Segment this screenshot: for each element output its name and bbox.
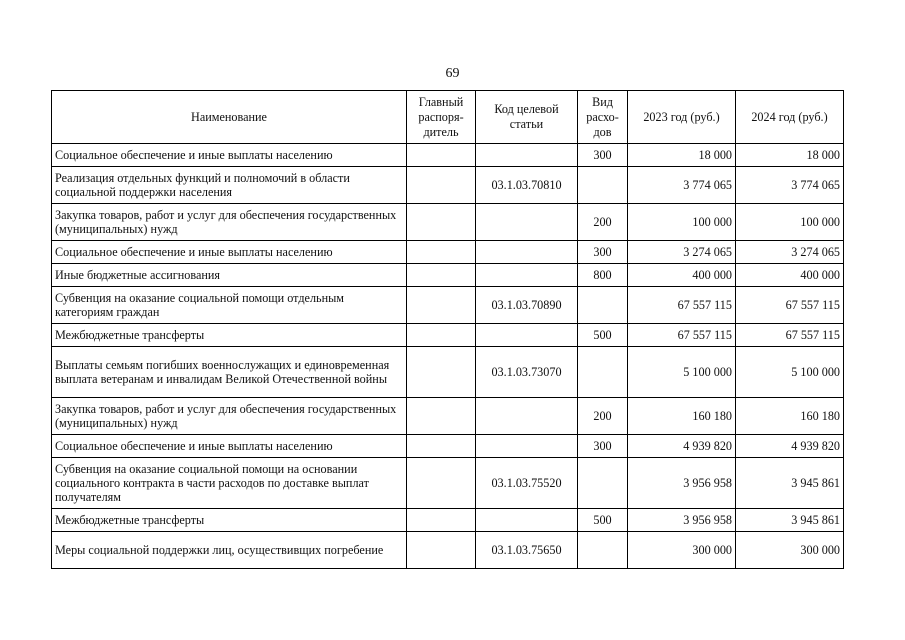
row-expense-type: 300 bbox=[578, 241, 628, 264]
row-name: Иные бюджетные ассигнования bbox=[52, 264, 407, 287]
row-amount-2023: 3 274 065 bbox=[628, 241, 736, 264]
table-row bbox=[52, 287, 844, 324]
row-amount-2023: 5 100 000 bbox=[628, 347, 736, 398]
table-row bbox=[52, 324, 844, 347]
table-row bbox=[52, 167, 844, 204]
row-name: Межбюджетные трансферты bbox=[52, 509, 407, 532]
row-amount-2023: 3 774 065 bbox=[628, 167, 736, 204]
header-2024: 2024 год (руб.) bbox=[736, 91, 844, 144]
table-row bbox=[52, 241, 844, 264]
row-amount-2024: 4 939 820 bbox=[736, 435, 844, 458]
table-row bbox=[52, 435, 844, 458]
row-target-code bbox=[476, 264, 578, 287]
row-amount-2023: 67 557 115 bbox=[628, 324, 736, 347]
row-expense-type bbox=[578, 287, 628, 324]
row-amount-2024: 5 100 000 bbox=[736, 347, 844, 398]
header-admin: Главный распоря-дитель bbox=[407, 91, 476, 144]
row-amount-2024: 160 180 bbox=[736, 398, 844, 435]
row-amount-2024: 3 945 861 bbox=[736, 509, 844, 532]
row-target-code: 03.1.03.75520 bbox=[476, 458, 578, 509]
row-admin bbox=[407, 347, 476, 398]
row-amount-2024: 67 557 115 bbox=[736, 324, 844, 347]
row-amount-2023: 18 000 bbox=[628, 144, 736, 167]
row-expense-type bbox=[578, 347, 628, 398]
row-name: Субвенция на оказание социальной помощи отдельным категориям граждан bbox=[52, 287, 407, 324]
row-name: Социальное обеспечение и иные выплаты населению bbox=[52, 241, 407, 264]
row-amount-2023: 3 956 958 bbox=[628, 509, 736, 532]
header-2023: 2023 год (руб.) bbox=[628, 91, 736, 144]
row-name: Социальное обеспечение и иные выплаты населению bbox=[52, 435, 407, 458]
row-expense-type: 200 bbox=[578, 398, 628, 435]
row-expense-type: 500 bbox=[578, 324, 628, 347]
table-row bbox=[52, 532, 844, 569]
row-expense-type: 800 bbox=[578, 264, 628, 287]
table-row bbox=[52, 204, 844, 241]
row-target-code bbox=[476, 398, 578, 435]
row-target-code bbox=[476, 204, 578, 241]
row-name: Меры социальной поддержки лиц, осуществивщих погребение bbox=[52, 532, 407, 569]
row-expense-type bbox=[578, 532, 628, 569]
row-name: Реализация отдельных функций и полномочий в области социальной поддержки населения bbox=[52, 167, 407, 204]
row-admin bbox=[407, 324, 476, 347]
row-amount-2024: 100 000 bbox=[736, 204, 844, 241]
row-admin bbox=[407, 287, 476, 324]
row-expense-type: 300 bbox=[578, 144, 628, 167]
row-admin bbox=[407, 532, 476, 569]
row-name: Закупка товаров, работ и услуг для обеспечения государственных (муниципальных) нужд bbox=[52, 398, 407, 435]
table-row bbox=[52, 144, 844, 167]
row-expense-type: 300 bbox=[578, 435, 628, 458]
row-target-code bbox=[476, 324, 578, 347]
row-admin bbox=[407, 509, 476, 532]
row-amount-2024: 67 557 115 bbox=[736, 287, 844, 324]
row-admin bbox=[407, 204, 476, 241]
row-amount-2024: 3 774 065 bbox=[736, 167, 844, 204]
row-target-code bbox=[476, 241, 578, 264]
row-expense-type: 500 bbox=[578, 509, 628, 532]
page-number: 69 bbox=[445, 66, 460, 81]
budget-table bbox=[51, 90, 844, 569]
table-body bbox=[52, 144, 844, 569]
row-admin bbox=[407, 144, 476, 167]
table-row bbox=[52, 347, 844, 398]
table-row bbox=[52, 398, 844, 435]
header-expense-type: Вид расхо-дов bbox=[578, 91, 628, 144]
row-amount-2023: 3 956 958 bbox=[628, 458, 736, 509]
row-admin bbox=[407, 264, 476, 287]
row-name: Межбюджетные трансферты bbox=[52, 324, 407, 347]
row-name: Закупка товаров, работ и услуг для обеспечения государственных (муниципальных) нужд bbox=[52, 204, 407, 241]
row-amount-2023: 160 180 bbox=[628, 398, 736, 435]
table-row bbox=[52, 264, 844, 287]
row-name: Выплаты семьям погибших военнослужащих и единовременная выплата ветеранам и инвалидам Великой Отечественной войны bbox=[52, 347, 407, 398]
row-expense-type bbox=[578, 167, 628, 204]
table-header-row bbox=[52, 91, 844, 144]
table-row bbox=[52, 509, 844, 532]
row-amount-2024: 3 274 065 bbox=[736, 241, 844, 264]
row-admin bbox=[407, 167, 476, 204]
row-expense-type: 200 bbox=[578, 204, 628, 241]
row-amount-2023: 400 000 bbox=[628, 264, 736, 287]
row-amount-2024: 18 000 bbox=[736, 144, 844, 167]
row-admin bbox=[407, 435, 476, 458]
row-name: Субвенция на оказание социальной помощи на основании социального контракта в части расходов по доставке выплат получателям bbox=[52, 458, 407, 509]
row-target-code bbox=[476, 509, 578, 532]
row-target-code: 03.1.03.75650 bbox=[476, 532, 578, 569]
row-amount-2023: 300 000 bbox=[628, 532, 736, 569]
row-amount-2024: 300 000 bbox=[736, 532, 844, 569]
row-target-code: 03.1.03.70890 bbox=[476, 287, 578, 324]
header-name: Наименование bbox=[52, 91, 407, 144]
row-admin bbox=[407, 241, 476, 264]
row-expense-type bbox=[578, 458, 628, 509]
row-target-code bbox=[476, 144, 578, 167]
row-admin bbox=[407, 458, 476, 509]
row-name: Социальное обеспечение и иные выплаты населению bbox=[52, 144, 407, 167]
row-target-code: 03.1.03.70810 bbox=[476, 167, 578, 204]
row-amount-2024: 400 000 bbox=[736, 264, 844, 287]
row-amount-2023: 67 557 115 bbox=[628, 287, 736, 324]
row-target-code bbox=[476, 435, 578, 458]
row-amount-2024: 3 945 861 bbox=[736, 458, 844, 509]
row-amount-2023: 4 939 820 bbox=[628, 435, 736, 458]
row-admin bbox=[407, 398, 476, 435]
header-target-code: Код целевой статьи bbox=[476, 91, 578, 144]
table-row bbox=[52, 458, 844, 509]
row-target-code: 03.1.03.73070 bbox=[476, 347, 578, 398]
row-amount-2023: 100 000 bbox=[628, 204, 736, 241]
